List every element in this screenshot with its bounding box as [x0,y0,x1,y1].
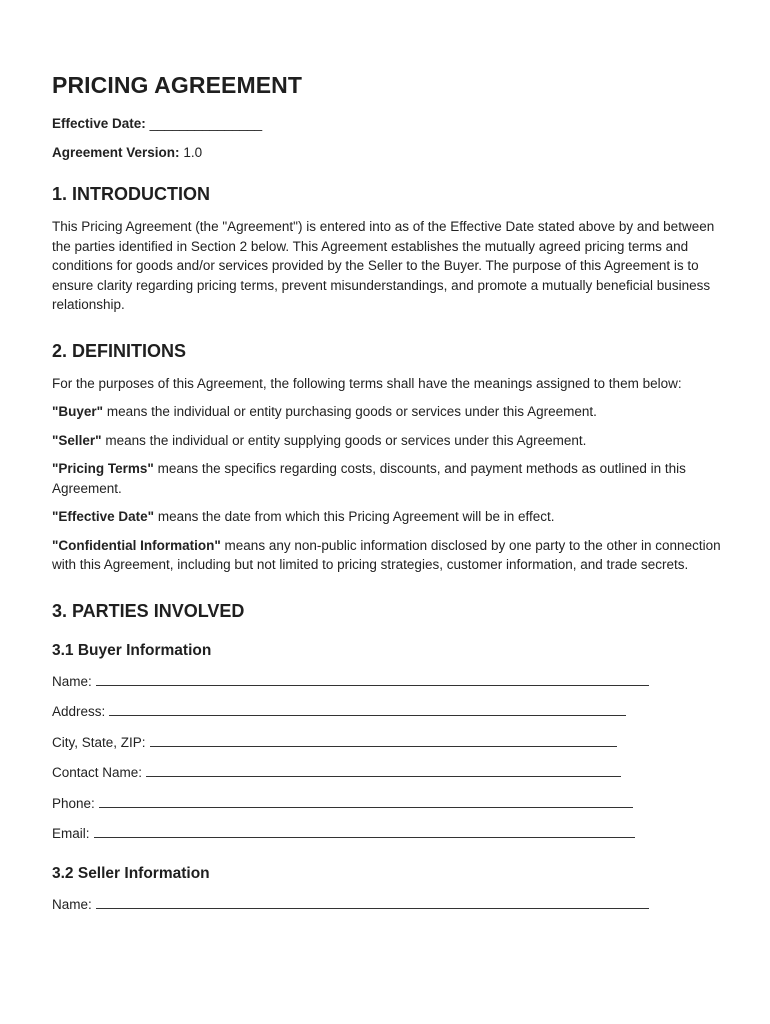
seller-name-blank[interactable] [96,895,649,909]
effective-date-line [52,115,722,133]
buyer-phone-field [52,794,722,813]
definition-term: "Buyer" [52,404,104,419]
field-label: Address: [52,704,106,719]
definition-text: means the individual or entity purchasing goods or services under this Agreement. [103,404,597,419]
agreement-version-line [52,144,722,162]
definition-term: "Seller" [52,432,102,448]
section-heading-introduction: 1. INTRODUCTION [52,184,211,204]
document-page [52,72,722,926]
section-heading-parties: 3. PARTIES INVOLVED [52,600,245,621]
definition-term: "Confidential Information" [52,537,221,553]
buyer-contact-name-field [52,763,722,782]
definitions-intro: For the purposes of this Agreement, the following terms shall have the meanings assigned to them below: [52,375,682,391]
buyer-contact-name-blank[interactable] [146,763,621,777]
definition-confidential-information [52,536,722,575]
buyer-email-field [52,824,722,843]
buyer-address-blank[interactable] [109,702,626,716]
definition-text: means any non-public information disclosed by one party to the other in connection with this Agreement, including but not limited to pricing strategies, customer information, and trade secrets. [52,537,721,572]
definition-text: means the individual or entity supplying goods or services under this Agreement. [101,432,587,448]
seller-name-field [52,895,722,914]
definition-text: means the date from which this Pricing Agreement will be in effect. [154,509,555,524]
field-label: Name: [52,897,92,912]
buyer-city-state-zip-field [52,733,722,752]
buyer-name-blank[interactable] [96,672,649,686]
definition-buyer [52,402,722,422]
buyer-city-state-zip-blank[interactable] [150,733,617,747]
definition-effective-date [52,507,722,527]
buyer-phone-blank[interactable] [99,794,633,808]
definition-pricing-terms [52,459,722,498]
subsection-heading-buyer: 3.1 Buyer Information [52,641,212,659]
introduction-paragraph: This Pricing Agreement (the "Agreement") is entered into as of the Effective Date stated above by and between the parties identified in Section 2 below. This Agreement establishes the mutually agreed pricing terms and conditions for goods and/or services provided by the Seller to the Buyer. The purpose of this Agreement is to ensure clarity regarding pricing terms, prevent misunderstandings, and promote a mutually beneficial business relationship. [52,219,715,312]
definition-term: "Pricing Terms" [52,461,154,476]
buyer-email-blank[interactable] [94,824,635,838]
subsection-heading-seller: 3.2 Seller Information [52,865,210,882]
field-label: Email: [52,826,90,841]
effective-date-blank[interactable]: _______________ [149,116,263,131]
field-label: Phone: [52,795,95,811]
section-heading-definitions: 2. DEFINITIONS [52,340,187,361]
buyer-name-field [52,672,722,691]
field-label: City, State, ZIP: [52,734,146,750]
definition-text: means the specifics regarding costs, discounts, and payment methods as outlined in this Agreement. [52,461,686,496]
definition-term: "Effective Date" [52,509,155,524]
effective-date-label: Effective Date: [52,116,146,131]
agreement-version-value: 1.0 [183,145,203,160]
page-title: PRICING AGREEMENT [52,72,303,98]
field-label: Name: [52,673,92,689]
buyer-address-field [52,702,722,721]
agreement-version-label: Agreement Version: [52,145,180,160]
definition-seller [52,431,722,451]
field-label: Contact Name: [52,765,143,780]
